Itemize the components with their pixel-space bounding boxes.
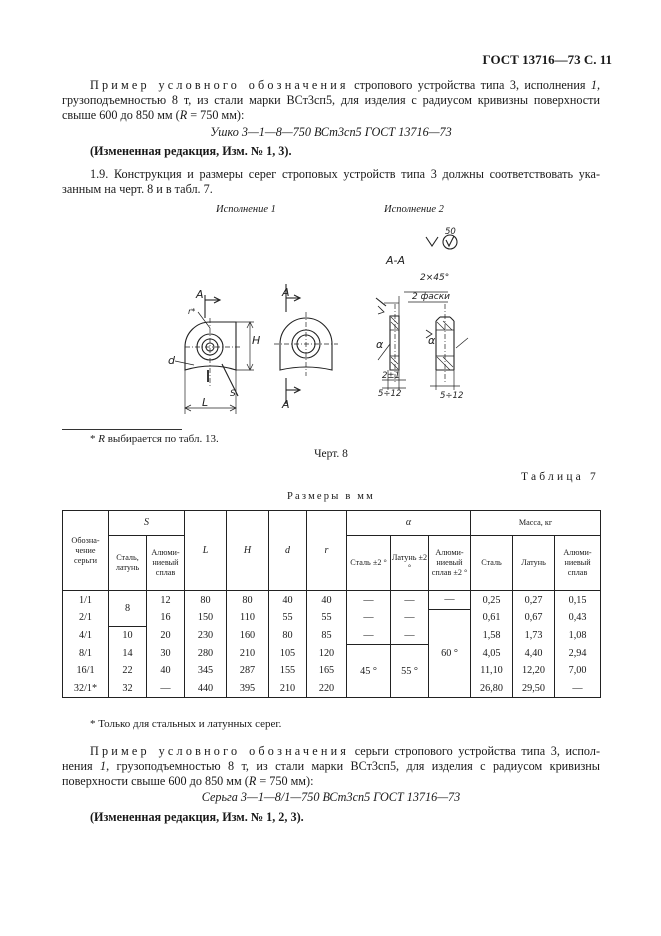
table-cell: 85 xyxy=(307,627,347,645)
table-cell: 220 xyxy=(307,680,347,698)
table-cell: 120 xyxy=(307,645,347,663)
table-cell: 4/1 xyxy=(63,627,109,645)
page-header: ГОСТ 13716—73 С. 11 xyxy=(482,52,612,67)
table-cell: 160 xyxy=(227,627,269,645)
section-mark-a1: А xyxy=(196,288,204,301)
table-cell: 395 xyxy=(227,680,269,698)
table-cell: 16/1 xyxy=(63,662,109,680)
header-s-steel: Сталь, латунь xyxy=(109,536,147,591)
table-cell: 8 xyxy=(109,591,147,627)
header-m-alum: Алюми-ниевый сплав xyxy=(555,536,601,591)
brass-alpha-merged: 55 ° xyxy=(391,645,429,698)
table-cell: — xyxy=(347,609,391,627)
roughness-marks xyxy=(378,306,432,338)
table-cell: 55 xyxy=(307,609,347,627)
example2-lead: Пример условного обозначения xyxy=(90,744,350,758)
table-units: Размеры в мм xyxy=(286,491,375,502)
table-cell: 2,94 xyxy=(555,645,601,663)
header-s: S xyxy=(109,511,185,536)
example1-line3: свыше 600 до 850 мм (R = 750 мм): xyxy=(62,108,245,122)
footnote-rule xyxy=(62,429,182,430)
table-cell: 440 xyxy=(185,680,227,698)
example2-designation: Серьга 3—1—8/1—750 ВСт3сп5 ГОСТ 13716—73 xyxy=(201,790,461,804)
table-cell: 40 xyxy=(269,591,307,610)
table-cell: 0,27 xyxy=(513,591,555,610)
table-cell: 210 xyxy=(269,680,307,698)
clause-line2: занным на черт. 8 и в табл. 7. xyxy=(62,182,213,196)
alpha-mark-2: α xyxy=(428,334,436,347)
table-cell: 287 xyxy=(227,662,269,680)
table-cell: — xyxy=(347,591,391,610)
table-cell: 14 xyxy=(109,645,147,663)
table-row xyxy=(63,680,601,698)
header-l: L xyxy=(185,511,227,591)
header-mass: Масса, кг xyxy=(471,511,601,536)
table-cell: 0,25 xyxy=(471,591,513,610)
exec1-label: Исполнение 1 xyxy=(216,204,276,215)
table-cell: 1,73 xyxy=(513,627,555,645)
table-cell: 1/1 xyxy=(63,591,109,610)
example2-line1-rest: серьги стропового устройства типа 3, испол- xyxy=(354,744,601,758)
dimension-5to12-a: 5÷12 xyxy=(378,389,402,399)
section-label: А-А xyxy=(386,254,406,267)
header-m-steel: Сталь xyxy=(471,536,513,591)
example1-line2: грузоподъемностью 8 т, из стали марки ВСт3сп5, для изделия с радиусом кривизны поверхности xyxy=(62,93,600,107)
example2-line1 xyxy=(90,744,600,759)
exec2-label: Исполнение 2 xyxy=(384,204,444,215)
table-7 xyxy=(62,510,601,698)
revision-note-2: (Измененная редакция, Изм. № 1, 2, 3). xyxy=(90,810,304,824)
clause-line1: 1.9. Конструкция и размеры серег строповых устройств типа 3 должны соответствовать ука- xyxy=(90,167,600,181)
table-cell: 345 xyxy=(185,662,227,680)
table-cell: 1,58 xyxy=(471,627,513,645)
table-cell: 110 xyxy=(227,609,269,627)
section-mark-a3: А xyxy=(282,398,290,411)
table-cell: 80 xyxy=(227,591,269,610)
header-h: H xyxy=(227,511,269,591)
dimension-2pm1: 2±1 xyxy=(382,371,400,381)
header-a-alum: Алюми-ниевый сплав ±2 ° xyxy=(429,536,471,591)
table-cell: 55 xyxy=(269,609,307,627)
table-cell: 40 xyxy=(307,591,347,610)
table-cell: 12,20 xyxy=(513,662,555,680)
steel-alpha-merged: 45 ° xyxy=(347,645,391,698)
alum-alpha-merged: 60 ° xyxy=(429,609,471,698)
table-cell: 165 xyxy=(307,662,347,680)
figure-caption: Черт. 8 xyxy=(314,448,348,460)
table-cell: 1,08 xyxy=(555,627,601,645)
example1-exec: 1, xyxy=(590,78,601,92)
table-cell: — xyxy=(391,591,429,610)
table-cell: 32 xyxy=(109,680,147,698)
table-cell: 0,61 xyxy=(471,609,513,627)
table-footnote: * Только для стальных и латунных серег. xyxy=(90,718,282,730)
table-cell: 105 xyxy=(269,645,307,663)
ear-exec1-view xyxy=(175,295,254,414)
table-cell: — xyxy=(347,627,391,645)
table-cell: — xyxy=(429,591,471,610)
table-row xyxy=(63,645,601,663)
example2-line3: поверхности свыше 600 до 850 мм (R = 750 мм): xyxy=(62,774,314,788)
length-mark: L xyxy=(202,396,209,409)
table-cell: 20 xyxy=(147,627,185,645)
height-mark: H xyxy=(252,334,261,347)
alpha-mark-1: α xyxy=(376,338,384,351)
table-cell: 80 xyxy=(269,627,307,645)
table-cell: 80 xyxy=(185,591,227,610)
header-m-brass: Латунь xyxy=(513,536,555,591)
table-row xyxy=(63,627,601,645)
header-d: d xyxy=(269,511,307,591)
table-cell: 4,05 xyxy=(471,645,513,663)
table-cell: 40 xyxy=(147,662,185,680)
table-cell: 150 xyxy=(185,609,227,627)
example2-line2: нения 1, грузоподъемностью 8 т, из стали марки ВСт3сп5, для изделия с радиусом кривизны xyxy=(62,759,600,773)
header-a-brass: Латунь ±2 ° xyxy=(391,536,429,591)
chamfer-label-1: 2×45° xyxy=(420,273,450,283)
ear-exec1-second-view xyxy=(274,284,338,404)
table-cell: 7,00 xyxy=(555,662,601,680)
table-cell: 30 xyxy=(147,645,185,663)
table-cell: — xyxy=(391,627,429,645)
table-cell: 10 xyxy=(109,627,147,645)
roughness-value: 50 xyxy=(445,227,456,237)
table-cell: 0,43 xyxy=(555,609,601,627)
table-cell: 0,67 xyxy=(513,609,555,627)
table-cell: — xyxy=(555,680,601,698)
diameter-mark: d xyxy=(168,354,175,367)
table-cell: 29,50 xyxy=(513,680,555,698)
table-cell: 4,40 xyxy=(513,645,555,663)
table-cell: — xyxy=(147,680,185,698)
table-cell: 155 xyxy=(269,662,307,680)
table-label: Таблица 7 xyxy=(521,471,599,483)
table-cell: 230 xyxy=(185,627,227,645)
figure-footnote: * R выбирается по табл. 13. xyxy=(90,433,219,445)
radius-mark: r* xyxy=(188,307,196,316)
table-cell: 11,10 xyxy=(471,662,513,680)
example1-designation: Ушко 3—1—8—750 ВСт3сп5 ГОСТ 13716—73 xyxy=(210,125,452,139)
example1-lead: Пример условного обозначения xyxy=(90,78,349,92)
table-cell: 12 xyxy=(147,591,185,610)
header-s-alum: Алюми-ниевый сплав xyxy=(147,536,185,591)
table-cell: 210 xyxy=(227,645,269,663)
table-cell: — xyxy=(391,609,429,627)
table-cell: 32/1* xyxy=(63,680,109,698)
header-r: r xyxy=(307,511,347,591)
chamfer-label-2: 2 фаски xyxy=(412,292,451,302)
example1-line1 xyxy=(90,78,600,93)
table-row xyxy=(63,662,601,680)
dimension-5to12-b: 5÷12 xyxy=(440,391,464,401)
table-cell: 16 xyxy=(147,609,185,627)
thickness-mark: S xyxy=(230,389,236,399)
header-designation: Обозна-чение серьги xyxy=(63,511,109,591)
table-cell: 2/1 xyxy=(63,609,109,627)
table-row xyxy=(63,591,601,610)
revision-note-1: (Измененная редакция, Изм. № 1, 3). xyxy=(90,144,292,158)
header-a-steel: Сталь ±2 ° xyxy=(347,536,391,591)
table-cell: 8/1 xyxy=(63,645,109,663)
table-cell: 280 xyxy=(185,645,227,663)
section-mark-a2: А xyxy=(282,286,290,299)
header-alpha: α xyxy=(347,511,471,536)
example1-line1-rest: стропового устройства типа 3, исполнения xyxy=(354,78,586,92)
drawing-8 xyxy=(150,220,480,420)
table-cell: 0,15 xyxy=(555,591,601,610)
table-cell: 22 xyxy=(109,662,147,680)
table-cell: 26,80 xyxy=(471,680,513,698)
